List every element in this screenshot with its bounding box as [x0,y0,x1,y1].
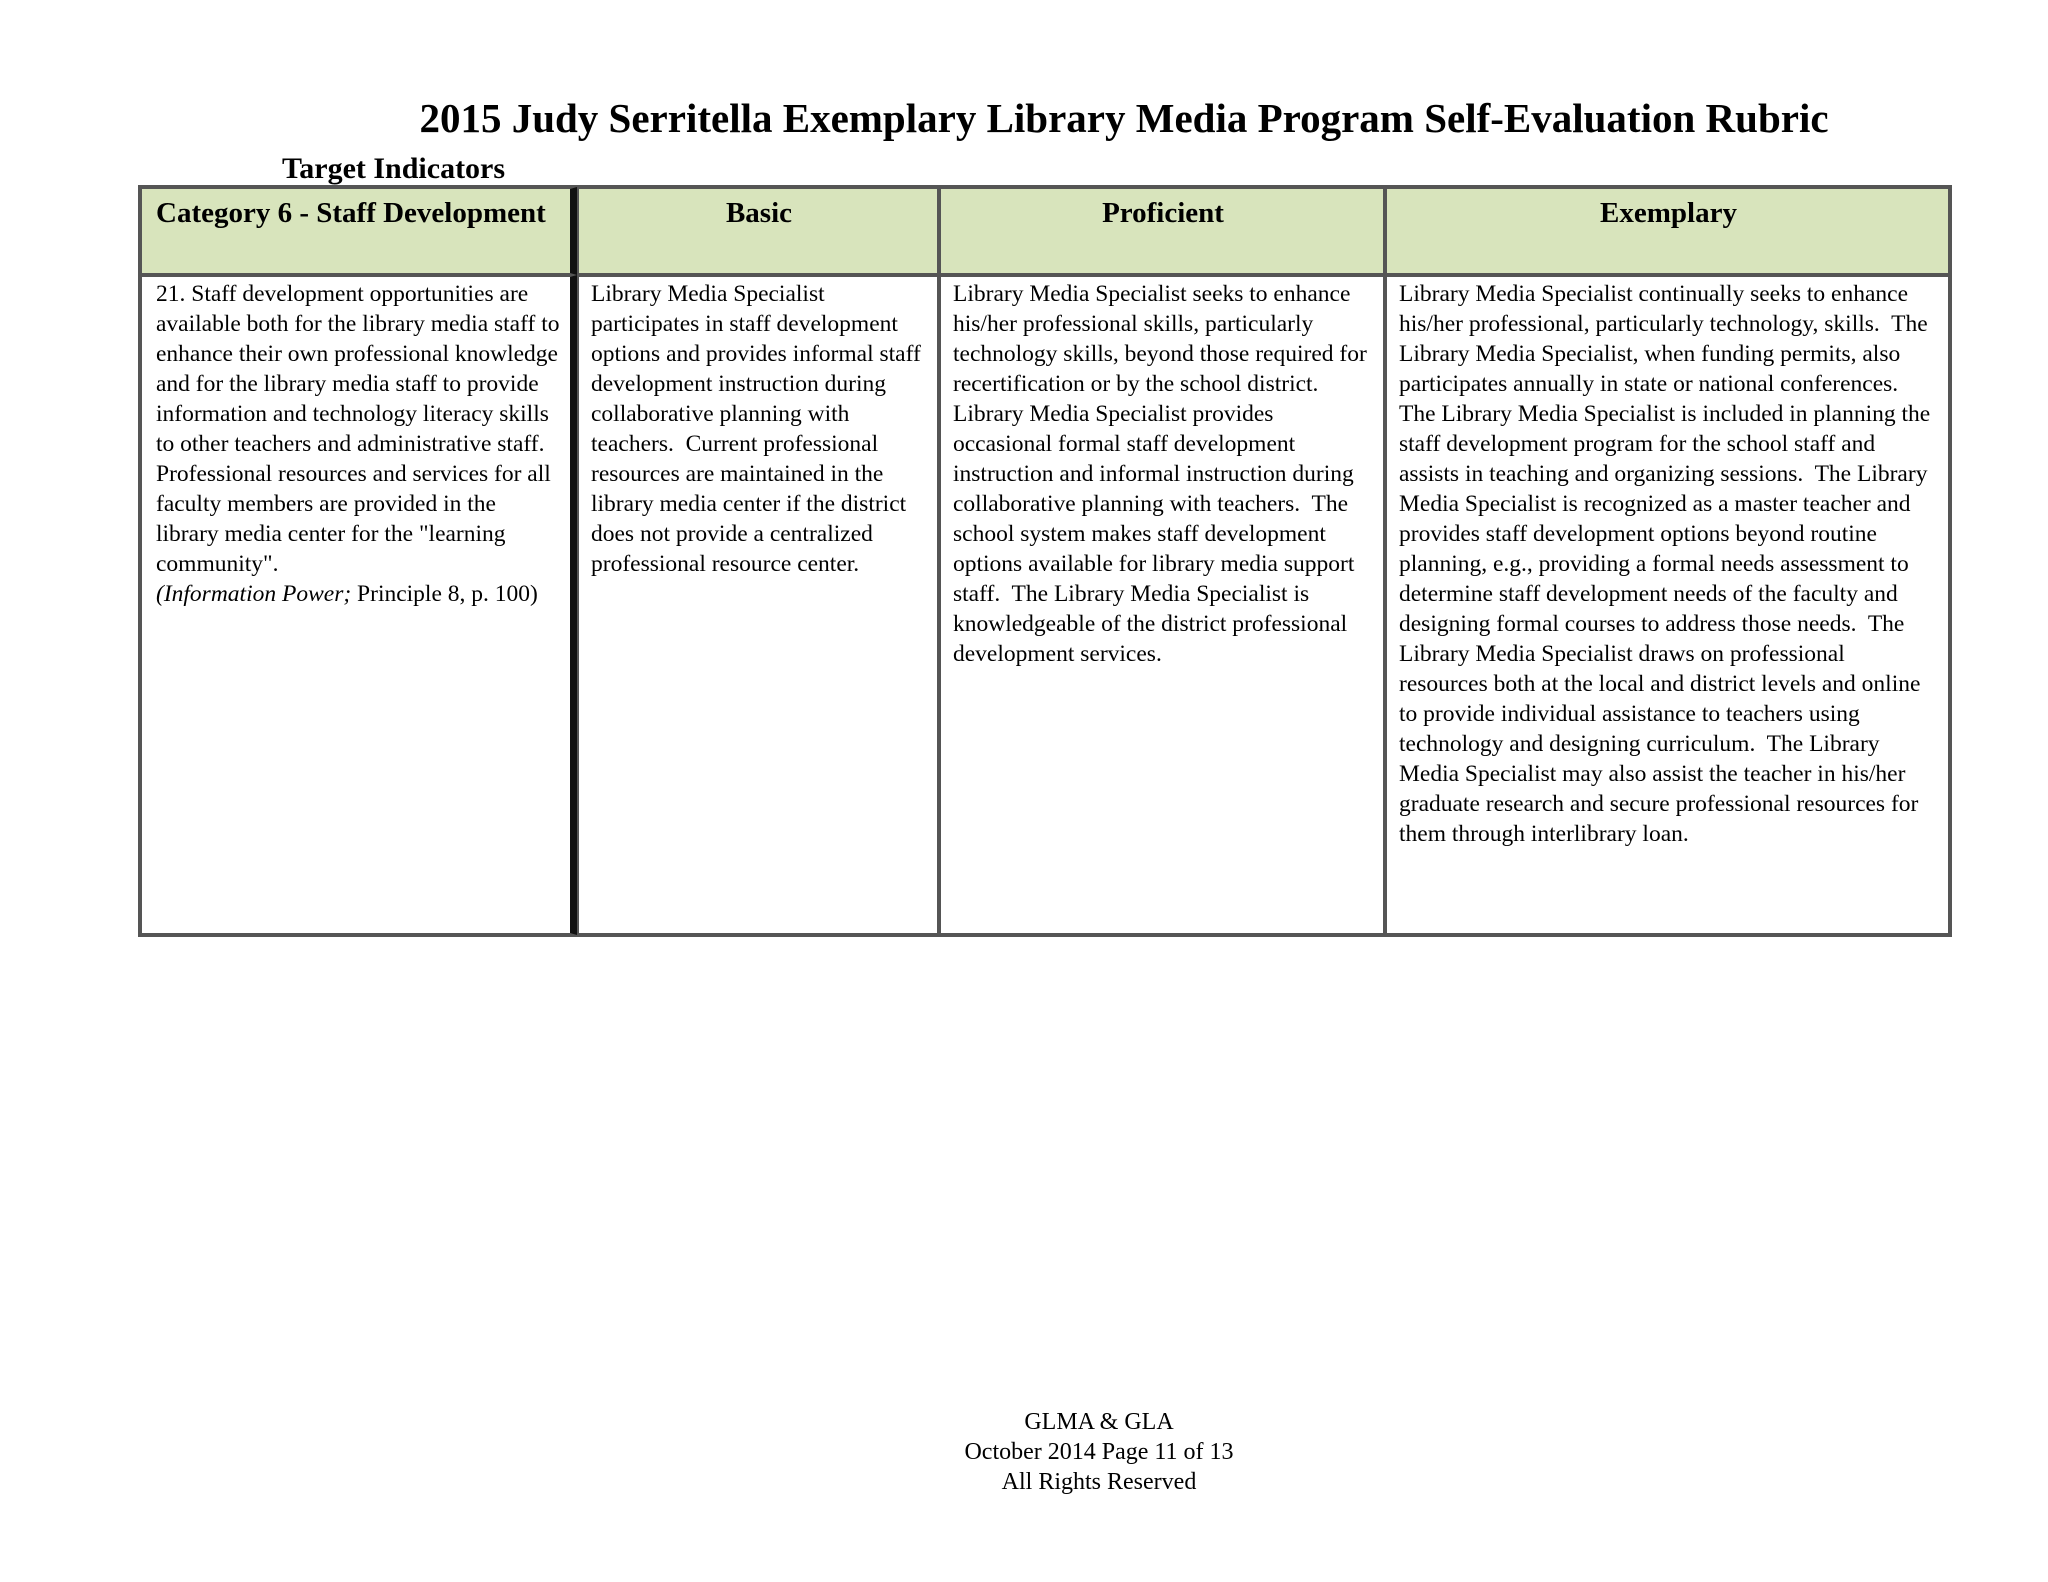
indicator-cell [140,275,577,935]
basic-header: Basic [577,187,939,275]
indicator-text: 21. Staff development opportunities are available both for the library media staff to enhance their own professional knowledge and for the library media staff to provide information and technology literacy skills to other teachers and administrative staff. Professional resources and services for all faculty members are provided in the library media center for the "learning community". [156,281,560,577]
footer-page-info: October 2014 Page 11 of 13 [964,1439,1234,1465]
target-indicators-label: Target Indicators [282,152,506,185]
document-title: 2015 Judy Serritella Exemplary Library Media Program Self-Evaluation Rubric [419,95,1829,141]
basic-cell: Library Media Specialist participates in staff development options and provides informal staff development instruction during collaborative planning with teachers. Current professional resources are maintained in the library media center if the district does not provide a centralized professional resource center. [577,275,939,935]
table-header-row [140,187,1950,275]
page-footer [0,1407,2048,1497]
category-header: Category 6 - Staff Development [140,187,577,275]
exemplary-header: Exemplary [1385,187,1950,275]
table-row [140,275,1950,935]
exemplary-cell: Library Media Specialist continually seeks to enhance his/her professional, particularly technology, skills. The Library Media Specialist, when funding permits, also participates annually in state or national conferences. The Library Media Specialist is included in planning the staff development program for the school staff and assists in teaching and organizing sessions. The Library Media Specialist is recognized as a master teacher and provides staff development options beyond routine planning, e.g., providing a formal needs assessment to determine staff development needs of the faculty and designing formal courses to address those needs. The Library Media Specialist draws on professional resources both at the local and district levels and online to provide individual assistance to teachers using technology and designing curriculum. The Library Media Specialist may also assist the teacher in his/her graduate research and secure professional resources for them through interlibrary loan. [1385,275,1950,935]
citation-rest: Principle 8, p. 100) [351,581,538,607]
proficient-cell: Library Media Specialist seeks to enhance his/her professional skills, particularly technology skills, beyond those required for recertification or by the school district. Library Media Specialist provides occasional formal staff development instruction and informal instruction during collaborative planning with teachers. The school system makes staff development options available for library media support staff. The Library Media Specialist is knowledgeable of the district professional development services. [939,275,1385,935]
footer-rights: All Rights Reserved [1001,1469,1197,1495]
citation-italic: (Information Power; [156,581,352,607]
indicator-citation [156,579,560,609]
proficient-header: Proficient [939,187,1385,275]
rubric-table [138,185,1952,937]
footer-org: GLMA & GLA [1024,1409,1174,1435]
